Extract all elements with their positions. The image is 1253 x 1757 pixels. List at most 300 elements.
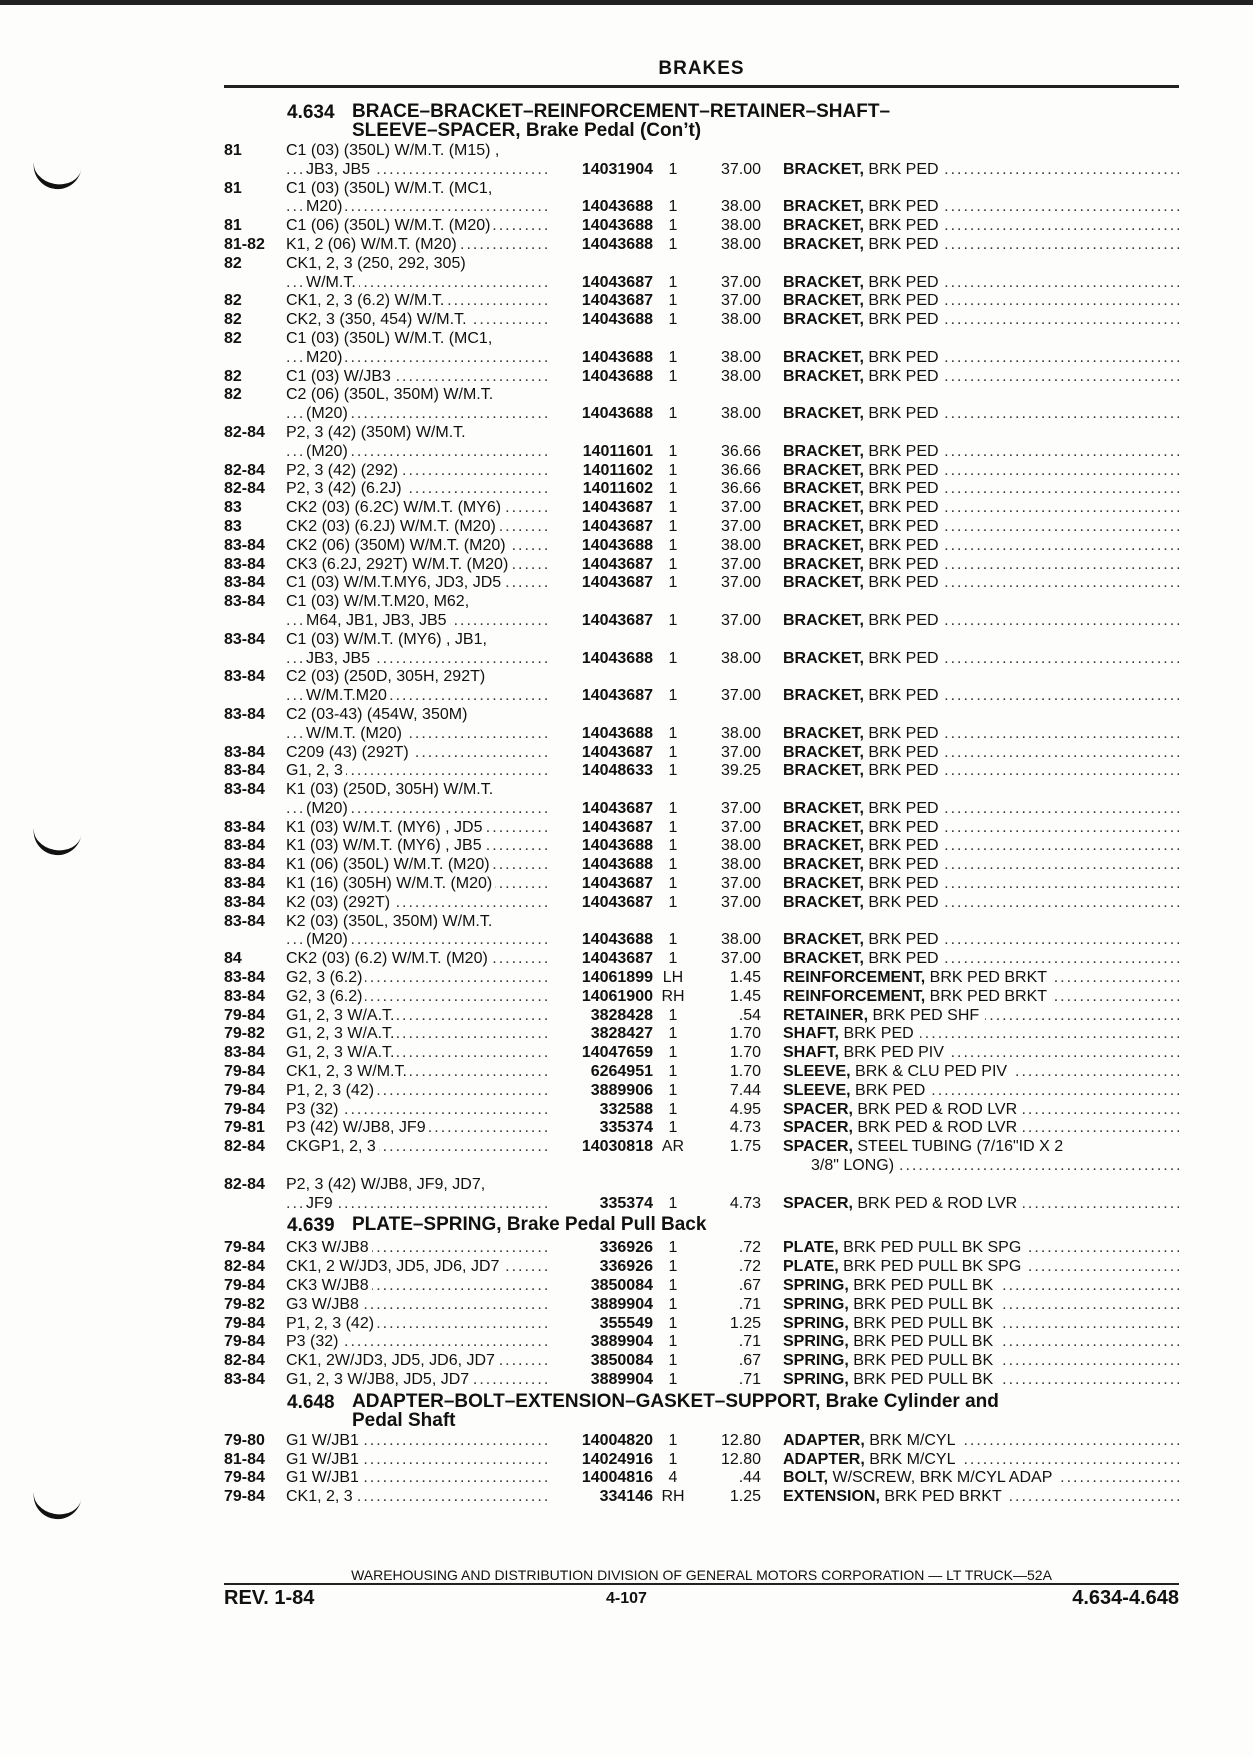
application [286,800,551,819]
description [761,1044,1179,1063]
application-text: C2 (06) (350L, 350M) W/M.T. [286,386,496,403]
description-text [783,1258,1027,1275]
application-text: K2 (03) (350L, 350M) W/M.T. [286,913,495,930]
description-text [783,1044,950,1061]
part-number: 14043688 [581,405,653,423]
part-number: 14043688 [581,235,653,253]
application-text: P2, 3 (42) (350M) W/M.T. [286,424,469,441]
description-name: SHAFT, [783,1044,839,1062]
parts-row [224,744,1179,763]
application-text: CK2 (06) (350M) W/M.T. (M20) [286,537,509,554]
description-name: PLATE, [783,1258,839,1276]
description-name: SPRING, [783,1333,849,1351]
description-text [783,1352,999,1369]
application [286,1063,551,1082]
description [761,405,1179,424]
price: 37.00 [720,160,761,178]
model-years: 83-84 [224,781,265,799]
description-detail: BRK PED BRKT [925,987,1048,1005]
description-text [783,462,945,479]
section-title-line2-rest: Pedal Shaft [352,1409,456,1431]
description-name: SLEEVE, [783,1081,851,1099]
description-name: SPRING, [783,1295,849,1313]
description-text [783,1007,985,1024]
quantity: 1 [668,856,678,874]
model-years [224,274,286,293]
application [286,687,551,706]
description-text [783,762,945,779]
price: .67 [738,1277,761,1295]
description-detail: BRK PED [839,1025,914,1043]
description [761,274,1179,293]
description-text [783,706,789,723]
model-years: 82 [224,367,242,385]
application [286,1101,551,1120]
parts-row [224,1138,1179,1157]
description-name: PLATE, [783,1239,839,1257]
description-name: BOLT, [783,1469,829,1487]
application [286,781,551,800]
application-text: CK1, 2W/JD3, JD5, JD6, JD7 [286,1352,498,1369]
footer-text: WAREHOUSING AND DISTRIBUTION DIVISION OF GENERAL MOTORS CORPORATION — LT TRUCK—52A [224,1567,1179,1585]
application-text: P1, 2, 3 (42) [286,1315,377,1332]
top-border [0,0,1253,5]
description-text [783,405,945,422]
description [761,424,1179,443]
parts-row [224,819,1179,838]
parts-row [224,236,1179,255]
parts-row [224,556,1179,575]
description [761,255,1179,274]
model-years [224,405,286,424]
description-text [783,744,945,761]
application-text: P2, 3 (42) (6.2J) [286,480,405,497]
quantity [653,142,693,161]
description-detail: BRK PED [863,649,939,667]
application [286,161,551,180]
price [693,330,761,349]
description [761,650,1179,669]
part-number [551,913,653,932]
model-years [224,161,286,180]
section-title-line2-rest: Brake Pedal (Con’t) [525,120,702,141]
description-detail: BRK & CLU PED PIV [850,1063,1008,1081]
part-number: 3828427 [590,1025,653,1043]
model-years: 83-84 [224,593,265,611]
section-range: 4.634-4.648 [1072,1587,1179,1609]
parts-row [224,687,1179,706]
description-name: SPACER, [783,1194,853,1212]
description [761,1333,1179,1352]
description [761,499,1179,518]
application-text: K1 (16) (305H) W/M.T. (M20) [286,875,495,892]
application [286,1371,551,1390]
model-years: 79-82 [224,1295,265,1313]
parts-row [224,330,1179,349]
price: 37.00 [720,292,761,310]
application [286,368,551,387]
parts-row [224,499,1179,518]
description-text [783,894,945,911]
part-number: 14011601 [582,442,653,460]
quantity: RH [661,1488,685,1506]
price: 37.00 [720,574,761,592]
model-years: 79-82 [224,1025,265,1043]
description-text [783,931,945,948]
application [286,950,551,969]
parts-row [224,1101,1179,1120]
description-detail: BRK PED SHF [868,1006,980,1024]
application [286,913,551,932]
parts-row [224,1044,1179,1063]
part-number: 14004816 [581,1469,653,1487]
application-text: G2, 3 (6.2) [286,969,365,986]
price: .71 [738,1371,761,1388]
description [761,349,1179,368]
application [286,837,551,856]
application [286,875,551,894]
part-number: 14043688 [581,217,653,235]
description-text [783,311,945,328]
description-name: BRACKET, [783,931,864,949]
parts-row [224,180,1179,199]
description [761,706,1179,725]
application-text: (M20) [306,405,351,422]
price: 1.25 [729,1488,761,1506]
application-text: W/M.T. (M20) [306,725,405,742]
parts-row [224,462,1179,481]
description-text [783,913,789,930]
application-text: JB3, JB5 [306,650,373,667]
description-name: BRACKET, [783,687,864,705]
quantity: 1 [668,1006,678,1024]
price: 39.25 [720,762,761,780]
model-years: 83-84 [224,856,265,874]
description-name: BRACKET, [783,311,864,329]
part-number [551,706,653,725]
part-number: 14011602 [582,461,653,479]
model-years: 82-84 [224,1175,265,1193]
model-years: 81-84 [224,1450,265,1468]
header-rule [224,85,1179,88]
parts-row [224,424,1179,443]
application [286,1469,551,1488]
quantity [653,1157,693,1176]
application [286,537,551,556]
application-text: JF9 [306,1195,336,1212]
parts-row [224,1451,1179,1470]
description-name: SLEEVE, [783,1063,851,1081]
description [761,1082,1179,1101]
revision-label: REV. 1-84 [224,1587,315,1609]
quantity: 1 [668,198,678,216]
description-detail: BRK PED PULL BK [848,1295,994,1313]
description [761,1258,1179,1277]
application [286,856,551,875]
description-text [783,1315,999,1332]
description [761,931,1179,950]
description [761,556,1179,575]
price: 38.00 [720,536,761,554]
quantity: 1 [668,1450,678,1468]
description-text [783,969,1053,986]
description-detail: BRK PED [863,762,939,780]
description-text [783,650,945,667]
part-number: 3850084 [590,1352,653,1370]
application [286,1488,551,1507]
description-detail: BRK PED [863,217,939,235]
quantity: 1 [668,762,678,780]
part-number [551,255,653,274]
parts-row [224,368,1179,387]
part-number [551,1157,653,1176]
description-name: BRACKET, [783,799,864,817]
description [761,800,1179,819]
section-title-line1: BRACE–BRACKET–REINFORCEMENT–RETAINER–SHAFT– [352,101,891,122]
application-text: CK1, 2, 3 [286,1488,356,1505]
description-detail: BRK PED [863,461,939,479]
application-text: C1 (03) W/JB3 [286,368,394,385]
section-heading [224,102,1179,140]
description-detail: BRK PED PULL BK [848,1352,994,1370]
model-years: 82-84 [224,480,265,498]
description-name: BRACKET, [783,348,864,366]
description-detail: BRK PED [863,536,939,554]
price: 36.66 [720,442,761,460]
description [761,180,1179,199]
model-years: 83-84 [224,875,265,893]
model-years: 79-84 [224,1488,265,1506]
quantity [653,424,693,443]
model-years: 79-80 [224,1431,265,1449]
description-name: BRACKET, [783,198,864,216]
model-years: 83-84 [224,668,265,686]
price [693,142,761,161]
quantity [653,781,693,800]
application [286,1044,551,1063]
description-detail: BRK PED [863,160,939,178]
price: 37.00 [720,893,761,911]
application-text: CK1, 2, 3 W/M.T. [286,1063,410,1080]
application-text: CK2 (03) (6.2) W/M.T. (M20) [286,950,491,967]
description-name: BRACKET, [783,818,864,836]
part-number [551,142,653,161]
application [286,1082,551,1101]
description-text [783,518,945,535]
parts-row [224,856,1179,875]
parts-row [224,161,1179,180]
description-detail: BRK PED [863,875,939,893]
description-name: SPRING, [783,1277,849,1295]
description-text [783,819,945,836]
application [286,311,551,330]
application-text: CK2, 3 (350, 454) W/M.T. [286,311,470,328]
description [761,1176,1179,1195]
model-years: 79-84 [224,1006,265,1024]
description-name: BRACKET, [783,480,864,498]
application-text: W/M.T.M20 [306,687,390,704]
model-years: 83-84 [224,536,265,554]
part-number: 14043688 [581,856,653,874]
price: 38.00 [720,235,761,253]
quantity: 1 [668,273,678,291]
parts-row [224,725,1179,744]
section-title [352,1392,999,1430]
application-text: CK3 (6.2J, 292T) W/M.T. (M20) [286,556,511,573]
part-number: 14043687 [581,499,653,517]
part-number: 14043687 [581,555,653,573]
part-number: 14024916 [581,1450,653,1468]
price: 1.70 [729,1044,761,1062]
price: 37.00 [720,799,761,817]
application [286,424,551,443]
description-text [783,1063,1013,1080]
price: 38.00 [720,311,761,329]
description-text [783,1371,999,1388]
part-number [551,1176,653,1195]
description-name: BRACKET, [783,893,864,911]
parts-row [224,1432,1179,1451]
price: 37.00 [720,687,761,705]
parts-row [224,1007,1179,1026]
price: 4.95 [729,1100,761,1118]
application-text: C2 (03-43) (454W, 350M) [286,706,470,723]
description [761,292,1179,311]
punch-hole-mark [30,156,82,193]
description-detail: BRK PED [863,574,939,592]
description-name: BRACKET, [783,160,864,178]
description-text [783,1082,931,1099]
application [286,198,551,217]
quantity: 1 [668,1314,678,1332]
application [286,894,551,913]
part-number: 14043687 [581,611,653,629]
application-text: P3 (42) W/JB8, JF9 [286,1119,429,1136]
application [286,274,551,293]
application [286,1007,551,1026]
quantity: 1 [668,517,678,535]
part-number: 3850084 [590,1277,653,1295]
description-text [783,386,789,403]
application [286,142,551,161]
quantity: 1 [668,1277,678,1295]
price: 1.70 [729,1025,761,1043]
quantity: 1 [668,818,678,836]
description [761,593,1179,612]
parts-row [224,1025,1179,1044]
model-years: 79-84 [224,1277,265,1295]
application-text: G1 W/JB1 [286,1432,362,1449]
description-name: BRACKET, [783,442,864,460]
part-number: 14043687 [581,743,653,761]
part-number [551,330,653,349]
description-name: BRACKET, [783,837,864,855]
part-number: 336926 [599,1258,653,1276]
quantity: 1 [668,1081,678,1099]
model-years: 83-84 [224,912,265,930]
application [286,1315,551,1334]
price: 38.00 [720,348,761,366]
parts-row [224,255,1179,274]
quantity: 1 [668,724,678,742]
description-text [783,368,945,385]
model-years: 83-84 [224,1371,265,1388]
quantity [653,330,693,349]
application-text: P1, 2, 3 (42) [286,1082,377,1099]
quantity [653,593,693,612]
description-text [783,781,789,798]
description-name: RETAINER, [783,1006,869,1024]
description-text [783,443,945,460]
application-text: G1, 2, 3 W/A.T. [286,1025,397,1042]
model-years: 79-84 [224,1081,265,1099]
model-years [224,1157,286,1176]
part-number: 14043687 [581,875,653,893]
description-text [783,725,945,742]
application-text: CK3 W/JB8 [286,1277,372,1294]
price: 38.00 [720,856,761,874]
price: 1.45 [729,969,761,987]
model-years: 79-84 [224,1333,265,1351]
section-heading [224,1215,1179,1237]
parts-row [224,762,1179,781]
description-text [783,1277,999,1294]
application [286,744,551,763]
parts-row [224,1258,1179,1277]
description [761,217,1179,236]
application-text: JB3, JB5 [306,161,373,178]
description-text [783,574,945,591]
parts-row [224,518,1179,537]
description-detail: BRK PED [863,893,939,911]
price: 37.00 [720,555,761,573]
application [286,762,551,781]
description-detail: BRK PED [863,799,939,817]
application [286,1296,551,1315]
quantity: 1 [668,348,678,366]
description [761,1315,1179,1334]
parts-row [224,894,1179,913]
description-text [783,537,945,554]
model-years: 82-84 [224,423,265,441]
price: 38.00 [720,217,761,235]
application [286,931,551,950]
application-text: C1 (03) (350L) W/M.T. (MC1, [286,330,495,347]
description [761,1488,1179,1507]
model-years: 83-84 [224,893,265,911]
price: 37.00 [720,499,761,517]
application-text: (M20) [306,443,351,460]
price: 7.44 [729,1081,761,1099]
description-name: BRACKET, [783,367,864,385]
part-number: 336926 [599,1239,653,1257]
quantity: 1 [668,1025,678,1043]
description-text [783,292,945,309]
parts-row [224,274,1179,293]
application-text: CK1, 2 W/JD3, JD5, JD6, JD7 [286,1258,502,1275]
quantity: 1 [668,1352,678,1370]
part-number [551,424,653,443]
application [286,1352,551,1371]
description [761,668,1179,687]
part-number: 14043688 [581,198,653,216]
price: 36.66 [720,461,761,479]
price: 12.80 [720,1431,761,1449]
description [761,443,1179,462]
description-text [783,837,945,854]
description-detail: BRK PED [863,950,939,968]
section-title-line2-bold: SLEEVE–SPACER, [352,120,526,141]
